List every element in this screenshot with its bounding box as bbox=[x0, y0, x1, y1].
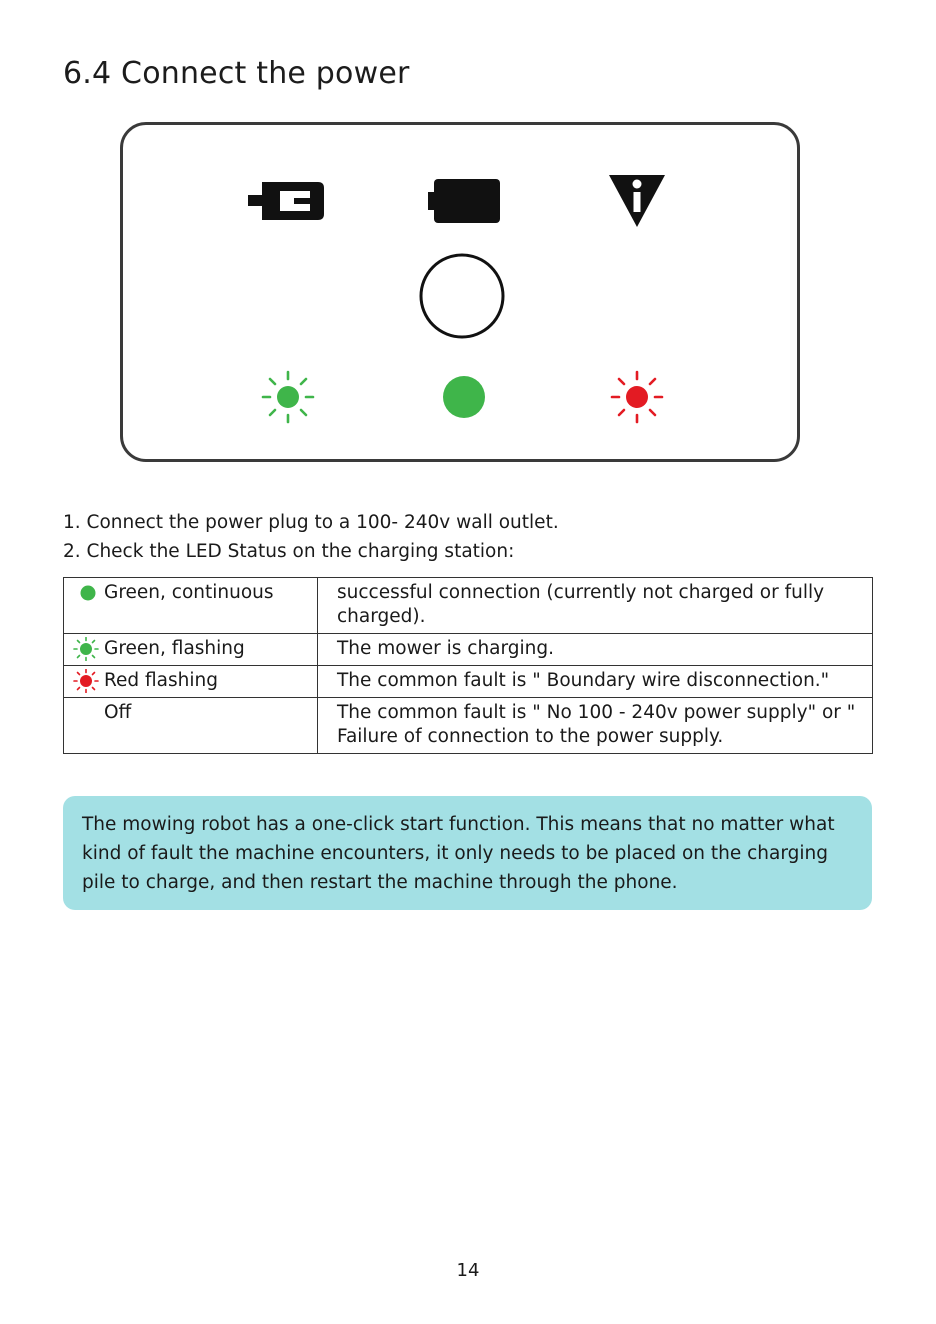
power-plug-icon bbox=[248, 177, 324, 225]
round-button[interactable] bbox=[418, 252, 506, 340]
step-1: 1. Connect the power plug to a 100- 240v wall outlet. bbox=[63, 512, 559, 533]
led-status-table bbox=[63, 577, 873, 754]
green-dot-icon bbox=[72, 581, 96, 605]
table-row bbox=[64, 634, 873, 666]
status-meaning: The common fault is " Boundary wire disconnection." bbox=[318, 666, 873, 698]
info-warning-icon bbox=[609, 175, 665, 227]
info-note: The mowing robot has a one-click start function. This means that no matter what kind of fault the machine encounters, it only needs to be placed on the charging pile to charge, and then restart the machine through the phone. bbox=[63, 796, 872, 910]
green-steady-led bbox=[441, 374, 487, 420]
status-label: Green, continuous bbox=[104, 582, 274, 603]
section-heading: 6.4 Connect the power bbox=[63, 56, 410, 91]
table-row bbox=[64, 578, 873, 634]
status-meaning: The mower is charging. bbox=[318, 634, 873, 666]
instruction-steps bbox=[63, 508, 559, 566]
status-label: Green, flashing bbox=[104, 638, 245, 659]
red-flashing-led bbox=[609, 369, 665, 425]
battery-icon bbox=[428, 179, 500, 223]
step-2: 2. Check the LED Status on the charging station: bbox=[63, 541, 515, 562]
status-label: Red flashing bbox=[104, 670, 218, 691]
status-meaning: successful connection (currently not charged or fully charged). bbox=[318, 578, 873, 634]
table-row bbox=[64, 698, 873, 754]
status-label: Off bbox=[104, 702, 132, 723]
green-flashing-led bbox=[260, 369, 316, 425]
page-number: 14 bbox=[456, 1260, 480, 1281]
green-flashing-icon bbox=[72, 637, 100, 661]
status-meaning: The common fault is " No 100 - 240v power supply" or " Failure of connection to the power supply. bbox=[318, 698, 873, 754]
table-row bbox=[64, 666, 873, 698]
charging-station-panel bbox=[120, 122, 800, 462]
red-flashing-icon bbox=[72, 669, 100, 693]
